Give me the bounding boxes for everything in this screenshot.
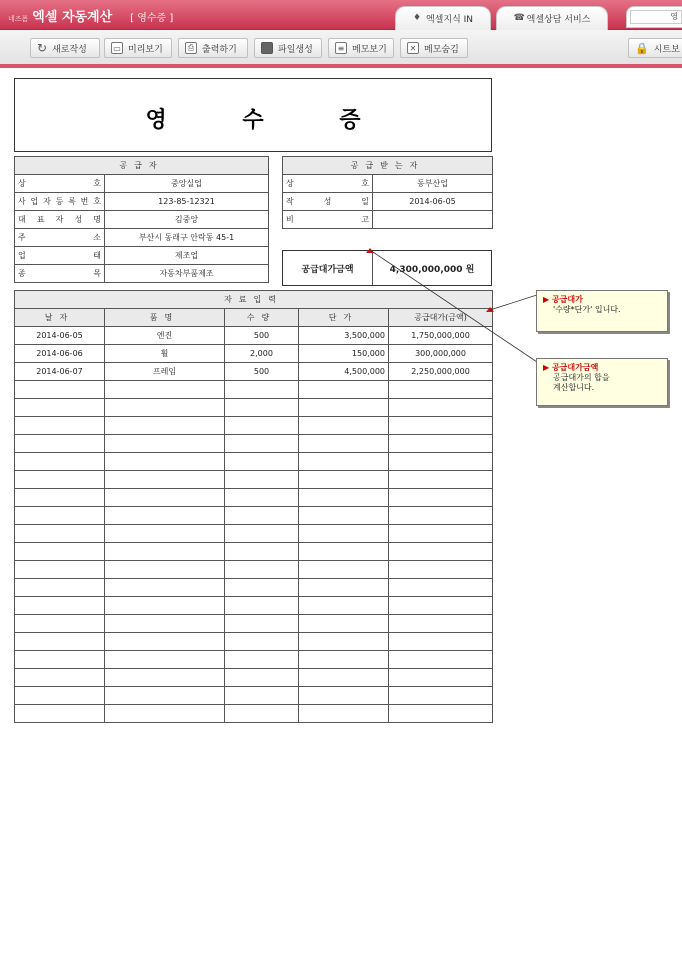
item-cell[interactable]: 엔진: [105, 327, 225, 345]
empty-cell[interactable]: [15, 507, 105, 525]
tab-label: 엑셀상담 서비스: [526, 15, 591, 25]
empty-cell[interactable]: [299, 597, 389, 615]
empty-cell[interactable]: [299, 471, 389, 489]
amount-cell[interactable]: 1,750,000,000: [389, 327, 493, 345]
empty-cell[interactable]: [299, 669, 389, 687]
new-button-label: 새로작성: [52, 44, 87, 55]
empty-cell[interactable]: [389, 597, 493, 615]
data-input-header: 자료입력: [15, 291, 493, 309]
supplier-business-item[interactable]: 자동차부품제조: [105, 265, 269, 283]
empty-cell[interactable]: [15, 669, 105, 687]
phone-icon: ☎: [513, 13, 525, 23]
brand-logo-text: 네즈폼: [8, 15, 29, 23]
total-amount-value[interactable]: 4,300,000,000 원: [389, 264, 475, 275]
empty-cell[interactable]: [15, 705, 105, 723]
column-header: 수량: [225, 309, 299, 327]
empty-cell[interactable]: [225, 543, 299, 561]
empty-cell[interactable]: [389, 579, 493, 597]
column-header: 공급대가(금액): [389, 309, 493, 327]
quantity-cell[interactable]: 2,000: [225, 345, 299, 363]
quantity-cell[interactable]: 500: [225, 363, 299, 381]
monitor-icon: ▭: [111, 42, 123, 54]
total-amount-label: 공급대가금액: [283, 251, 373, 285]
top-right-panel: [626, 6, 682, 28]
empty-cell[interactable]: [389, 633, 493, 651]
empty-cell[interactable]: [299, 489, 389, 507]
item-cell[interactable]: 휠: [105, 345, 225, 363]
empty-cell[interactable]: [105, 687, 225, 705]
memo-hide-icon: ✕: [407, 42, 419, 54]
memo-hide-button[interactable]: [400, 38, 468, 58]
field-label: 종 목: [15, 265, 105, 283]
field-label: 작 성 일: [283, 193, 373, 211]
memo-hide-button-label: 메모숨김: [424, 44, 459, 55]
supplier-representative[interactable]: 김중앙: [105, 211, 269, 229]
empty-cell[interactable]: [225, 615, 299, 633]
empty-cell[interactable]: [225, 489, 299, 507]
empty-cell[interactable]: [105, 615, 225, 633]
empty-cell[interactable]: [225, 597, 299, 615]
empty-cell[interactable]: [299, 543, 389, 561]
new-button[interactable]: [30, 38, 100, 58]
file-create-button-label: 파일생성: [278, 44, 313, 55]
table-row-empty: [15, 597, 493, 615]
table-row-empty: [15, 579, 493, 597]
comment-leader-lines: [0, 72, 682, 472]
empty-cell[interactable]: [15, 543, 105, 561]
print-icon: ⎙: [185, 42, 197, 54]
empty-cell[interactable]: [15, 633, 105, 651]
quantity-cell[interactable]: 500: [225, 327, 299, 345]
memo-icon: ≡: [335, 42, 347, 54]
receiver-date[interactable]: 2014-06-05: [373, 193, 493, 211]
empty-cell[interactable]: [105, 561, 225, 579]
empty-cell[interactable]: [299, 579, 389, 597]
app-title: 엑셀 자동계산: [32, 10, 113, 25]
empty-cell[interactable]: [299, 633, 389, 651]
top-right-field[interactable]: 영: [630, 10, 682, 24]
supplier-business-number[interactable]: 123-85-12321: [105, 193, 269, 211]
empty-cell[interactable]: [105, 597, 225, 615]
empty-cell[interactable]: [105, 579, 225, 597]
refresh-icon: ↻: [37, 41, 48, 55]
empty-cell[interactable]: [15, 561, 105, 579]
empty-cell[interactable]: [225, 687, 299, 705]
empty-cell[interactable]: [389, 669, 493, 687]
empty-cell[interactable]: [389, 471, 493, 489]
unit-price-cell[interactable]: 3,500,000: [299, 327, 389, 345]
spreadsheet: [0, 72, 682, 962]
folder-icon: [261, 42, 273, 54]
empty-cell[interactable]: [299, 561, 389, 579]
table-row-empty: [15, 543, 493, 561]
empty-cell[interactable]: [225, 561, 299, 579]
empty-cell[interactable]: [225, 471, 299, 489]
amount-cell[interactable]: 2,250,000,000: [389, 363, 493, 381]
date-cell[interactable]: 2014-06-06: [15, 345, 105, 363]
table-row-empty: [15, 489, 493, 507]
lock-icon: 🔒: [635, 41, 649, 55]
memo-supply-price[interactable]: [536, 290, 668, 332]
preview-button[interactable]: [104, 38, 172, 58]
empty-cell[interactable]: [105, 705, 225, 723]
table-row-empty: [15, 633, 493, 651]
empty-cell[interactable]: [15, 651, 105, 669]
app-subtitle: [ 영수증 ]: [130, 13, 174, 24]
leader-line: [370, 250, 540, 364]
supplier-header: 공급자: [15, 157, 269, 175]
empty-cell[interactable]: [15, 687, 105, 705]
receiver-company-name[interactable]: 동부산업: [373, 175, 493, 193]
empty-cell[interactable]: [389, 489, 493, 507]
empty-cell[interactable]: [225, 633, 299, 651]
empty-cell[interactable]: [299, 651, 389, 669]
empty-cell[interactable]: [105, 543, 225, 561]
table-row-empty: [15, 615, 493, 633]
table-row-empty: [15, 507, 493, 525]
empty-cell[interactable]: [389, 525, 493, 543]
empty-cell[interactable]: [15, 525, 105, 543]
date-cell[interactable]: 2014-06-07: [15, 363, 105, 381]
column-header: 날자: [15, 309, 105, 327]
table-row-empty: [15, 687, 493, 705]
table-row-empty: [15, 705, 493, 723]
field-label: 비 고: [283, 211, 373, 229]
brand: [8, 6, 173, 25]
memo-text: 계산합니다.: [553, 383, 595, 392]
empty-cell[interactable]: [389, 507, 493, 525]
amount-cell[interactable]: 300,000,000: [389, 345, 493, 363]
empty-cell[interactable]: [105, 651, 225, 669]
field-label: 대 표 자 성 명: [15, 211, 105, 229]
empty-cell[interactable]: [389, 705, 493, 723]
empty-cell[interactable]: [15, 597, 105, 615]
table-row-empty: [15, 651, 493, 669]
supplier-address[interactable]: 부산시 동래구 안락동 45-1: [105, 229, 269, 247]
toolbar: [0, 30, 682, 68]
empty-cell[interactable]: [105, 507, 225, 525]
empty-cell[interactable]: [225, 669, 299, 687]
empty-cell[interactable]: [225, 651, 299, 669]
print-button-label: 출력하기: [202, 44, 237, 55]
field-label: 상 호: [15, 175, 105, 193]
leader-line: [490, 294, 540, 310]
sheet-protect-button[interactable]: [628, 38, 682, 58]
empty-cell[interactable]: [105, 525, 225, 543]
memo-text: 공급대가의 합을: [553, 373, 610, 382]
empty-cell[interactable]: [299, 687, 389, 705]
tab-excel-consulting[interactable]: [496, 6, 608, 30]
print-button[interactable]: [178, 38, 248, 58]
memo-supply-total[interactable]: [536, 358, 668, 406]
tab-excel-knowledge[interactable]: [395, 6, 491, 30]
empty-cell[interactable]: [389, 687, 493, 705]
empty-cell[interactable]: [15, 489, 105, 507]
empty-cell[interactable]: [225, 705, 299, 723]
memo-show-button-label: 메모보기: [352, 44, 387, 55]
empty-cell[interactable]: [389, 615, 493, 633]
table-row-empty: [15, 561, 493, 579]
empty-cell[interactable]: [225, 507, 299, 525]
empty-cell[interactable]: [299, 525, 389, 543]
empty-cell[interactable]: [299, 507, 389, 525]
unit-price-cell[interactable]: 150,000: [299, 345, 389, 363]
empty-cell[interactable]: [389, 543, 493, 561]
field-label: 주 소: [15, 229, 105, 247]
column-header: 품명: [105, 309, 225, 327]
tab-label: 엑셀지식 IN: [425, 15, 474, 25]
memo-title: ▶ 공급대가금액: [543, 363, 661, 373]
memo-text: '수량*단가' 입니다.: [553, 305, 621, 314]
bulb-icon: ♦: [412, 13, 422, 23]
empty-cell[interactable]: [299, 615, 389, 633]
item-cell[interactable]: 프레임: [105, 363, 225, 381]
empty-cell[interactable]: [15, 579, 105, 597]
field-label: 상 호: [283, 175, 373, 193]
empty-cell[interactable]: [225, 579, 299, 597]
empty-cell[interactable]: [105, 633, 225, 651]
column-header: 단가: [299, 309, 389, 327]
table-row-empty: [15, 471, 493, 489]
sheet-protect-button-label: 시트보: [653, 44, 680, 55]
unit-price-cell[interactable]: 4,500,000: [299, 363, 389, 381]
supplier-company-name[interactable]: 중앙실업: [105, 175, 269, 193]
preview-button-label: 미리보기: [128, 44, 163, 55]
empty-cell[interactable]: [15, 615, 105, 633]
table-row-empty: [15, 525, 493, 543]
empty-cell[interactable]: [389, 561, 493, 579]
memo-show-button[interactable]: [328, 38, 394, 58]
memo-title: ▶ 공급대가: [543, 295, 661, 305]
empty-cell[interactable]: [105, 669, 225, 687]
empty-cell[interactable]: [105, 489, 225, 507]
file-create-button[interactable]: [254, 38, 322, 58]
empty-cell[interactable]: [299, 705, 389, 723]
empty-cell[interactable]: [105, 471, 225, 489]
field-label: 사 업 자 등 록 번 호: [15, 193, 105, 211]
empty-cell[interactable]: [389, 651, 493, 669]
empty-cell[interactable]: [225, 525, 299, 543]
date-cell[interactable]: 2014-06-05: [15, 327, 105, 345]
supplier-business-type[interactable]: 제조업: [105, 247, 269, 265]
app-header: [0, 0, 682, 30]
field-label: 업 태: [15, 247, 105, 265]
empty-cell[interactable]: [15, 471, 105, 489]
receiver-header: 공급받는자: [283, 157, 493, 175]
table-row-empty: [15, 669, 493, 687]
document-title: 영 수 증: [145, 108, 395, 133]
